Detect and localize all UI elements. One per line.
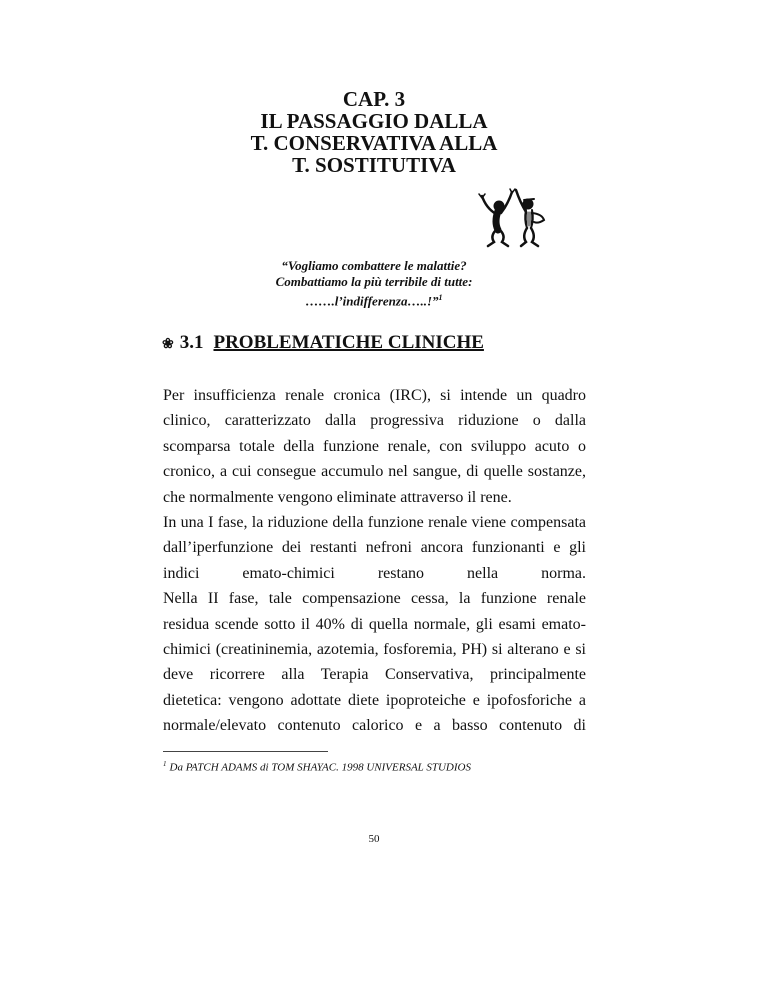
footnote-text: Da PATCH ADAMS di TOM SHAYAC. 1998 UNIVERSAL STUDIOS: [169, 761, 471, 774]
section-title: PROBLEMATICHE CLINICHE: [213, 332, 484, 353]
body-line: chimici (creatininemia, azotemia, fosforemia, PH) si alterano e si: [163, 640, 586, 658]
body-line: Nella II fase, tale compensazione cessa, la funzione renale: [163, 590, 586, 608]
quote-line: [0, 290, 748, 309]
body-line: che normalmente vengono eliminate attraverso il rene.: [163, 488, 512, 506]
quote-line: Combattiamo la più terribile di tutte:: [275, 274, 473, 289]
footnote-reference: 1: [438, 293, 443, 302]
body-line: dietetica: vengono adottate diete ipoproteiche e ipofosforiche a: [163, 691, 586, 709]
dancing-figures-icon: [476, 186, 556, 250]
body-line: In una I fase, la riduzione della funzione renale viene compensata: [163, 513, 586, 531]
footnote-marker: 1: [163, 760, 167, 768]
chapter-title: [0, 88, 748, 176]
quote-line: “Vogliamo combattere le malattie?: [281, 258, 467, 273]
body-line: Per insufficienza renale cronica (IRC), si intende un quadro: [163, 387, 586, 404]
chapter-title-line: CAP. 3: [342, 87, 406, 111]
body-line: indici emato-chimici restano nella norma.: [163, 564, 586, 582]
body-line: dall’iperfunzione dei restanti nefroni ancora funzionanti e gli: [163, 539, 586, 557]
epigraph-quote: [0, 258, 748, 309]
body-line: residua scende sotto il 40% di quella normale, gli esami emato-: [163, 615, 586, 633]
body-line: cronico, a cui consegue accumulo nel sangue, di quelle sostanze,: [163, 463, 586, 481]
footnote-separator: [163, 751, 328, 752]
body-line: scomparsa totale della funzione renale, con sviluppo acuto o: [163, 437, 586, 455]
body-text: [163, 383, 586, 738]
body-line: clinico, caratterizzato dalla progressiva riduzione o dalla: [163, 412, 586, 430]
flower-bullet-icon: ❀: [162, 337, 174, 352]
body-line: normale/elevato contenuto calorico e a basso contenuto di: [163, 717, 586, 735]
quote-line-text: …….l’indifferenza…..!”: [305, 293, 439, 309]
page-number: 50: [368, 833, 380, 845]
body-line: deve ricorrere alla Terapia Conservativa, principalmente: [163, 666, 586, 684]
chapter-title-line: T. CONSERVATIVA ALLA: [250, 131, 498, 155]
footnote: [163, 757, 471, 775]
chapter-title-line: IL PASSAGGIO DALLA: [260, 109, 488, 133]
section-heading: [162, 331, 484, 357]
section-number: 3.1: [179, 332, 204, 353]
chapter-title-line: T. SOSTITUTIVA: [292, 153, 456, 177]
